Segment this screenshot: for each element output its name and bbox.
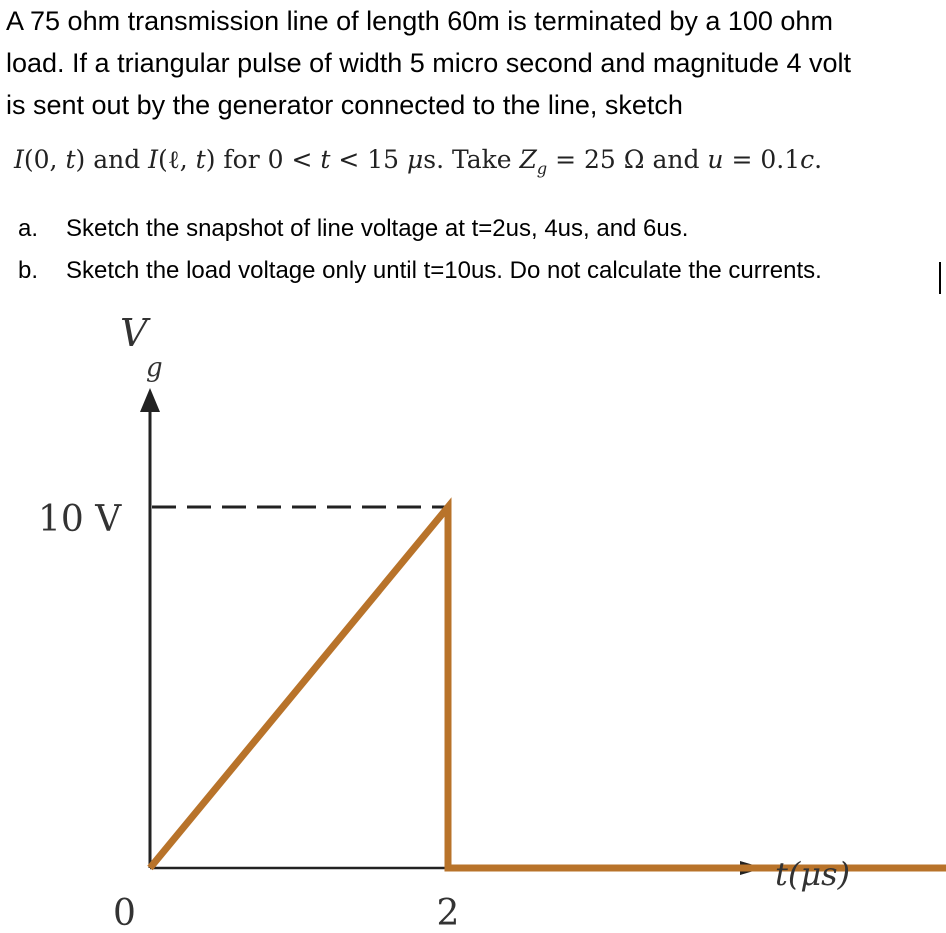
y-axis-arrow-icon: [140, 388, 160, 412]
velocity-symbol: u: [707, 145, 724, 174]
current-symbol: I: [148, 145, 159, 174]
impedance-symbol: Z: [519, 145, 537, 174]
impedance-subscript: g: [536, 159, 548, 178]
time-symbol: t: [320, 145, 331, 174]
time-symbol: t: [195, 145, 206, 174]
given-text: .: [814, 145, 823, 174]
given-text: s. Take: [423, 145, 520, 174]
y-axis-label: V: [120, 311, 148, 355]
given-text: < 15: [330, 145, 408, 174]
y-tick-label: 10 V: [38, 499, 122, 540]
problem-line-1: A 75 ohm transmission line of length 60m is terminated by a 100 ohm: [6, 6, 833, 36]
task-text: Sketch the snapshot of line voltage at t=2us, 4us, and 6us.: [66, 215, 689, 242]
given-text: (ℓ,: [158, 145, 196, 174]
given-text: = 0.1: [723, 145, 801, 174]
time-symbol: t: [65, 145, 76, 174]
light-speed-symbol: c: [800, 145, 815, 174]
problem-line-3: is sent out by the generator connected to the line, sketch: [6, 90, 683, 120]
given-text: ) and: [75, 145, 149, 174]
y-axis-label-subscript: g: [146, 353, 163, 383]
current-symbol: I: [14, 145, 24, 174]
voltage-trace: [150, 507, 946, 868]
given-text: = 25 Ω and: [547, 145, 708, 174]
given-text: ) for 0 <: [205, 145, 321, 174]
task-text: Sketch the load voltage only until t=10us. Do not calculate the currents.: [66, 257, 822, 284]
problem-line-2: load. If a triangular pulse of width 5 micro second and magnitude 4 volt: [6, 48, 851, 78]
task-marker: a.: [18, 215, 39, 242]
x-axis-label: t(μs): [775, 855, 851, 893]
task-marker: b.: [18, 257, 39, 284]
x-tick-origin-label: 0: [113, 893, 136, 933]
given-text: (0,: [23, 145, 66, 174]
mu-symbol: μ: [407, 145, 424, 174]
x-tick-label: 2: [436, 893, 460, 933]
